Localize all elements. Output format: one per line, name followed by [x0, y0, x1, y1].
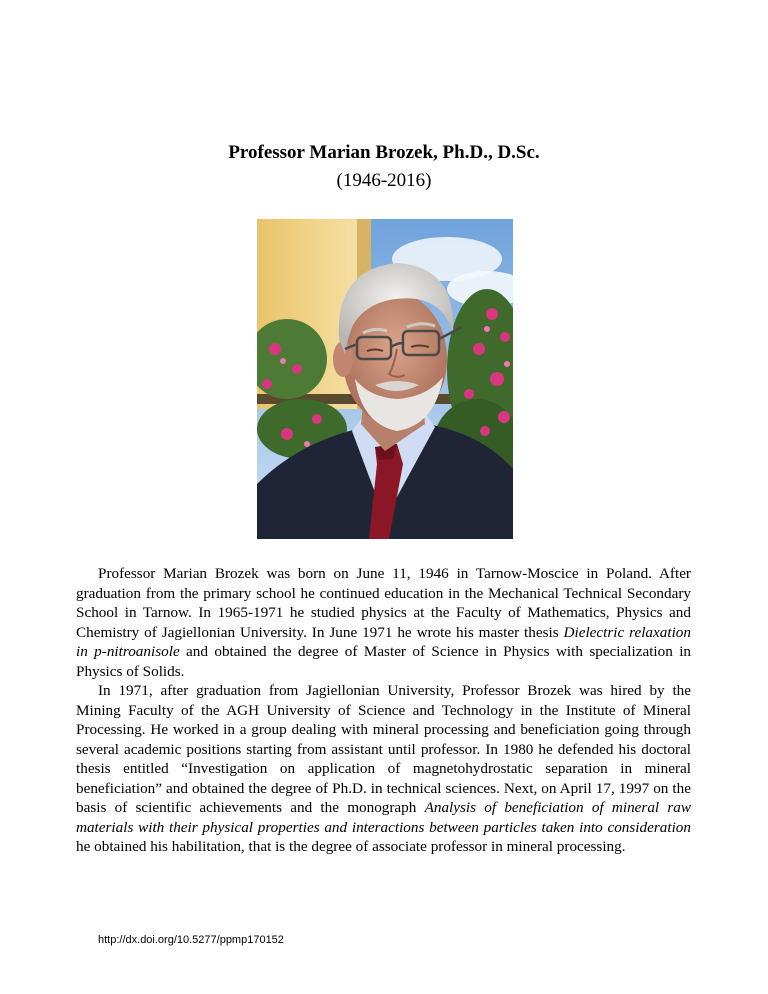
paragraph-early-life [76, 564, 691, 681]
paragraph-career [76, 681, 691, 857]
portrait-photo [257, 219, 513, 539]
text-run: he obtained his habilitation, that is the degree of associate professor in mineral processing. [76, 838, 626, 855]
life-years: (1946-2016) [336, 170, 432, 191]
text-run: Professor Marian Brozek was born on June 11, 1946 in Tarnow-Moscice in Poland. After graduation from the primary school he continued education in the Mechanical Technical Secondary School in Tarnow. In 1965-1971 he studied physics at the Faculty of Mathematics, Physics and Chemistry of Jagiellonian University. In June 1971 he wrote his master thesis [76, 565, 691, 641]
text-run: and obtained the degree of Master of Science in Physics with specialization in Physics of Solids. [76, 643, 692, 680]
page-title: Professor Marian Brozek, Ph.D., D.Sc. [228, 142, 540, 163]
doi-link[interactable]: http://dx.doi.org/10.5277/ppmp170152 [98, 934, 284, 946]
portrait-photo-icon [257, 219, 513, 539]
monograph-title: Analysis of beneficiation of mineral raw materials with their physical properties and interactions between particles taken into consideration [76, 799, 691, 836]
biography-text [76, 564, 691, 857]
thesis-title: Dielectric relaxation in p-nitroanisole [76, 623, 691, 660]
text-run: In 1971, after graduation from Jagiellonian University, Professor Brozek was hired by the Mining Faculty of the AGH University of Science and Technology in the Institute of Mineral Processing. He worked in a group dealing with mineral processing and beneficiation going through several academic positions starting from assistant until professor. In 1980 he defended his doctoral thesis entitled “Investigation on application of magnetohydrostatic separation in mineral beneficiation” and obtained the degree of Ph.D. in technical sciences. Next, on April 17, 1997 on the basis of scientific achievements and the monograph [76, 682, 691, 816]
